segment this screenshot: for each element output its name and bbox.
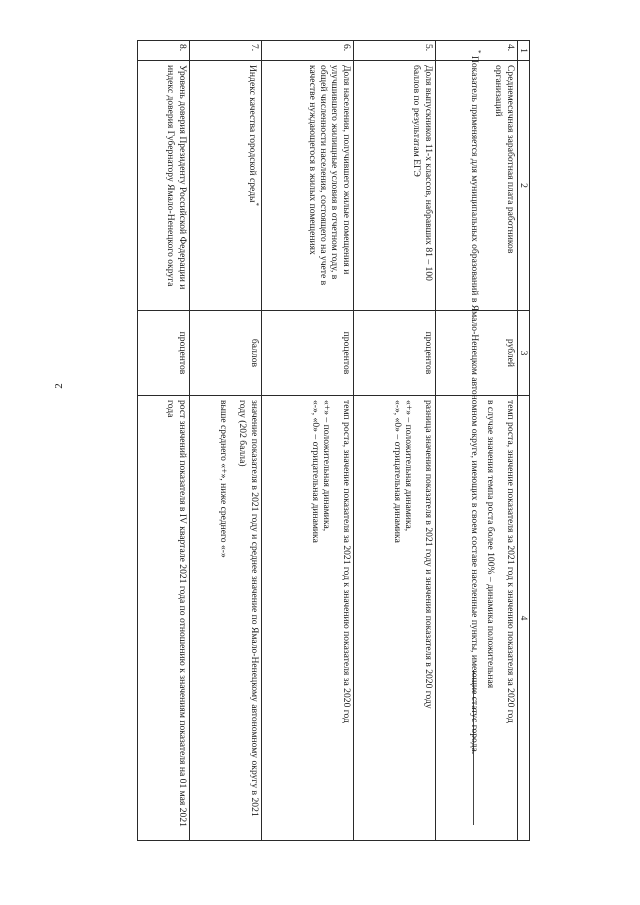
indicator-name-text: Индекс качества городской среды (246, 65, 258, 203)
indicator-name: Доля выпускников 11-х классов, набравших 81 – 100 баллов по результатам ЕГЭ (353, 61, 435, 311)
header-col-4: 4 (517, 396, 529, 841)
criteria-line: «-», «0» – отрицательная динамика (392, 400, 404, 543)
indicator-unit: процентов (137, 311, 189, 396)
indicators-table-rotated (100, 40, 530, 840)
criteria-line: «+» – положительная динамика, (321, 400, 333, 532)
footnote-paragraph (468, 50, 482, 862)
criteria-line: выше среднего «+», ниже среднего «-» (218, 400, 230, 558)
row-number: 5. (353, 41, 435, 61)
indicator-name: Среднемесячная заработная плата работников организаций (435, 61, 517, 311)
page-number: 2 (52, 383, 65, 389)
criteria-line: «-», «0» – отрицательная динамика (310, 400, 322, 543)
evaluation-criteria (353, 396, 435, 841)
footnote-reference-mark: * (251, 202, 260, 206)
criteria-line: рост значений показателя в IV квартале 2021 года по отношению к значениям показателя на 01 мая 2021 года (165, 400, 188, 827)
indicator-unit: рублей (435, 311, 517, 396)
criteria-line: в случае значения темпа роста более 100% – динамика положительная (485, 400, 497, 689)
header-col-1: 1 (517, 41, 529, 61)
header-col-3: 3 (517, 311, 529, 396)
indicator-unit: баллов (189, 311, 261, 396)
footnote-text: Показатель применяется для муниципальных образований в Ямало-Ненецком автономном округе, имеющих в своем составе населенные пункты, имеющие статус города. (468, 55, 480, 755)
row-number: 4. (435, 41, 517, 61)
indicator-unit: процентов (353, 311, 435, 396)
evaluation-criteria (137, 396, 189, 841)
indicator-name: Уровень доверия Президенту Российской Федерации и индекс доверия Губернатору Ямало-Ненецкого округа (137, 61, 189, 311)
row-number: 6. (261, 41, 353, 61)
table-header-row (517, 41, 529, 841)
evaluation-criteria (189, 396, 261, 841)
row-number: 7. (189, 41, 261, 61)
header-col-2: 2 (517, 61, 529, 311)
criteria-line: «+» – положительная динамика, (403, 400, 415, 532)
criteria-line: темп роста, значение показателя за 2021 год к значению показателя за 2020 год (340, 400, 352, 723)
footnote (468, 50, 482, 862)
criteria-line: разница значения показателя в 2021 году и значения показателя в 2020 году (422, 400, 434, 709)
table-row (189, 41, 261, 841)
indicator-name: Доля населения, получившего жилые помещения и улучшившего жилищные условия в отчетном году, в общей численности населения, состоящего на учете в качестве нуждающегося в жилых помещениях (261, 61, 353, 311)
criteria-line: значение показателя в 2021 году и среднее значение по Ямало-Ненецкому автономному округу в 2021 году (202 балла) (237, 400, 260, 817)
indicator-name (189, 61, 261, 311)
table-row (353, 41, 435, 841)
table-row (137, 41, 189, 841)
evaluation-criteria (261, 396, 353, 841)
footnote-mark: * (474, 50, 482, 54)
table-row (261, 41, 353, 841)
row-number: 8. (137, 41, 189, 61)
criteria-line: темп роста, значение показателя за 2021 год к значению показателя за 2020 год (504, 400, 516, 723)
indicator-unit: процентов (261, 311, 353, 396)
